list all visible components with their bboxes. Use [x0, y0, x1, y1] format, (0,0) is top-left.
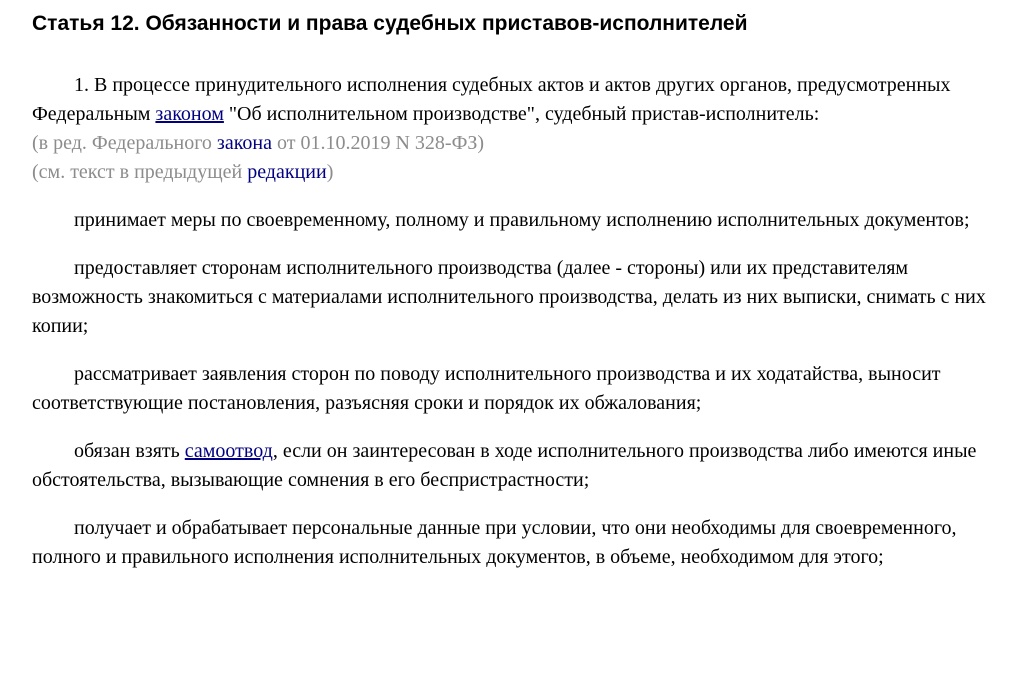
- duty-paragraph-recusal: [32, 437, 992, 495]
- duty-paragraph-2: предоставляет сторонам исполнительного производства (далее - стороны) или их представителям возможность знакомиться с материалами исполнительного производства, делать из них выписки, снимать с них копии;: [32, 257, 986, 337]
- item-1-text-before: 1. В процессе принудительного исполнения судебных актов и актов других органов, предусмотренных Федеральным: [32, 74, 951, 125]
- recusal-prefix: обязан взять: [74, 440, 185, 462]
- article-title: Статья 12. Обязанности и права судебных приставов-исполнителей: [32, 12, 748, 35]
- duty-paragraph-3: рассматривает заявления сторон по поводу исполнительного производства и их ходатайства, выносит соответствующие постановления, разъясняя сроки и порядок их обжалования;: [32, 363, 941, 414]
- recusal-link[interactable]: самоотвод: [184, 440, 273, 462]
- previous-edition-suffix: ): [326, 161, 334, 183]
- previous-edition-link[interactable]: редакции: [247, 161, 327, 183]
- item-1-paragraph: [32, 71, 992, 129]
- previous-edition-note: [32, 158, 992, 187]
- recusal-suffix: , если он заинтересован в ходе исполнительного производства либо имеются иные обстоятельства, вызывающие сомнения в его беспристрастности;: [32, 440, 977, 491]
- duty-paragraph-personal-data: получает и обрабатывает персональные данные при условии, что они необходимы для своевременного, полного и правильного исполнения исполнительных документов, в объеме, необходимом для этого;: [32, 517, 957, 568]
- item-1-text-after: "Об исполнительном производстве", судебный пристав-исполнитель:: [223, 103, 820, 125]
- previous-edition-prefix: (см. текст в предыдущей: [32, 161, 248, 183]
- duty-paragraph-1: принимает меры по своевременному, полному и правильному исполнению исполнительных документов;: [74, 209, 970, 231]
- law-link[interactable]: законом: [155, 103, 224, 125]
- amendment-law-link[interactable]: закона: [216, 132, 272, 154]
- amendment-note-suffix: от 01.10.2019 N 328-ФЗ): [271, 132, 485, 154]
- article-body: [32, 71, 992, 572]
- amendment-note: [32, 129, 992, 158]
- amendment-note-prefix: (в ред. Федерального: [32, 132, 217, 154]
